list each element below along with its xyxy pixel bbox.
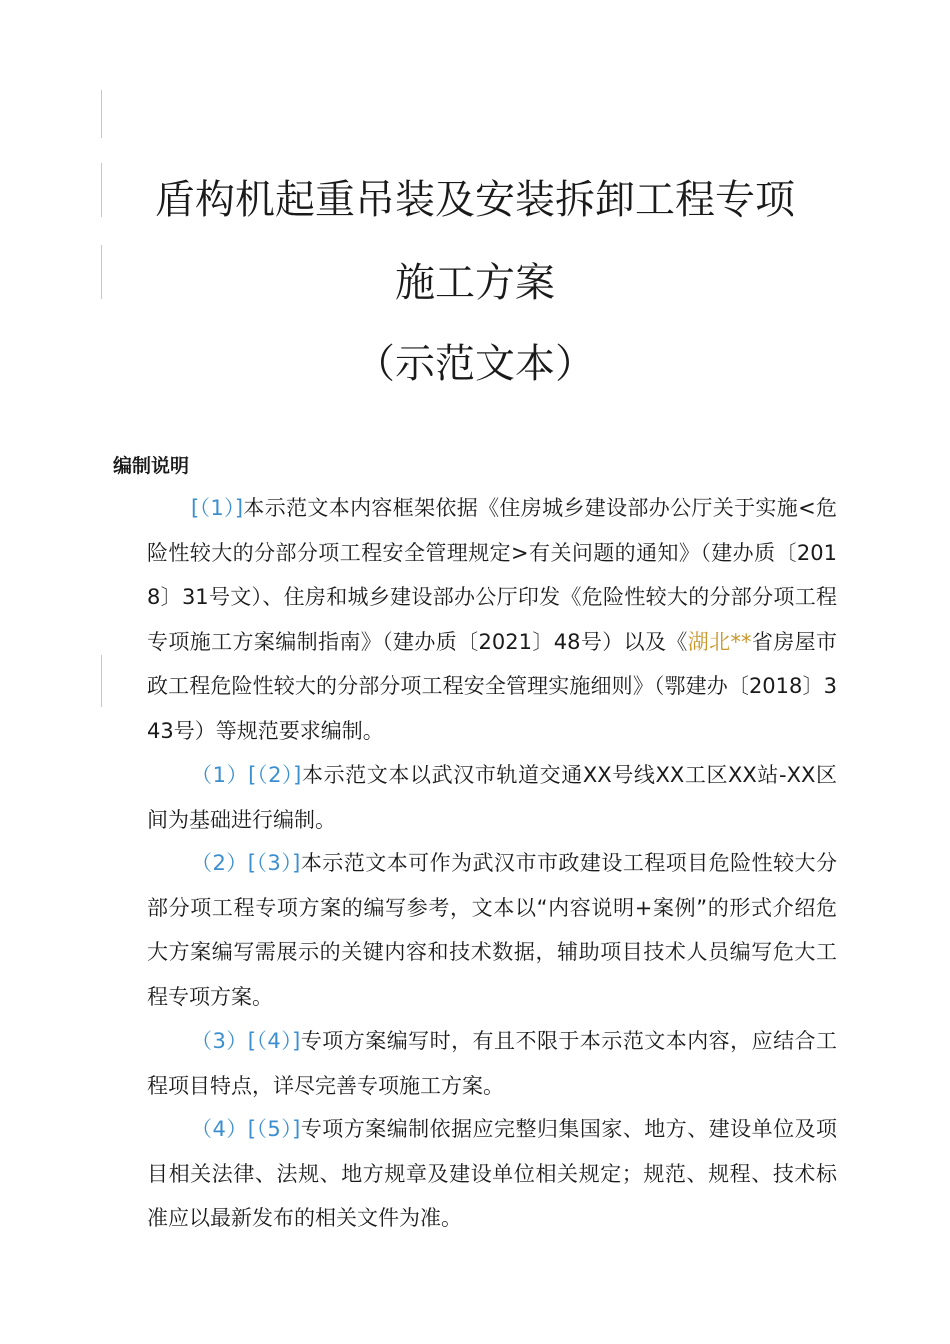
paragraph-text: 本示范文本内容框架依据《住房城乡建设部办公厅关于实施<危险性较大的分部分项工程安全管理规定>有关问题的通知》（建办质〔2018〕31号文）、住房和城乡建设部办公厅印发《危险性较大的分部分项工程专项施工方案编制指南》（建办质〔2021〕48号）以及《 xyxy=(147,496,838,654)
document-title-line-1: 盾构机起重吊装及安装拆卸工程专项 xyxy=(155,177,795,223)
paragraph-text: 本示范文本可作为武汉市市政建设工程项目危险性较大分部分项工程专项方案的编写参考，文本以“内容说明+案例”的形式介绍危大方案编写需展示的关键内容和技术数据，辅助项目技术人员编写危大工程专项方案。 xyxy=(147,851,838,1009)
paragraph-number: [（1）] xyxy=(191,496,244,520)
document-title-line-2: 施工方案 xyxy=(395,260,555,306)
paragraph-text: 本示范文本以武汉市轨道交通XX号线XX工区XX站-XX区间为基础进行编制。 xyxy=(147,763,837,832)
margin-change-bar xyxy=(101,90,102,138)
paragraph-3 xyxy=(147,841,837,1019)
paragraph-number: （4）[（5）] xyxy=(191,1117,301,1141)
margin-change-bar xyxy=(101,655,102,707)
paragraph-text: 省房屋市政工程危险性较大的分部分项工程安全管理实施细则》（鄂建办〔2018〕343号）等规范要求编制。 xyxy=(147,629,838,743)
paragraph-2 xyxy=(147,753,837,842)
paragraph-4 xyxy=(147,1019,837,1108)
paragraph-5 xyxy=(147,1107,837,1241)
paragraph-1 xyxy=(147,486,837,753)
document-title-line-3: （示范文本） xyxy=(355,341,595,387)
paragraph-text: 专项方案编写时，有且不限于本示范文本内容，应结合工程项目特点，详尽完善专项施工方案。 xyxy=(147,1029,838,1098)
highlighted-text: 湖北** xyxy=(687,629,752,654)
section-heading: 编制说明 xyxy=(113,455,190,477)
paragraph-text: 专项方案编制依据应完整归集国家、地方、建设单位及项目相关法律、法规、地方规章及建设单位相关规定；规范、规程、技术标准应以最新发布的相关文件为准。 xyxy=(147,1117,838,1230)
paragraph-number: （1）[（2）] xyxy=(191,763,302,787)
paragraph-number: （2）[（3）] xyxy=(191,851,301,875)
paragraph-number: （3）[（4）] xyxy=(191,1029,301,1053)
